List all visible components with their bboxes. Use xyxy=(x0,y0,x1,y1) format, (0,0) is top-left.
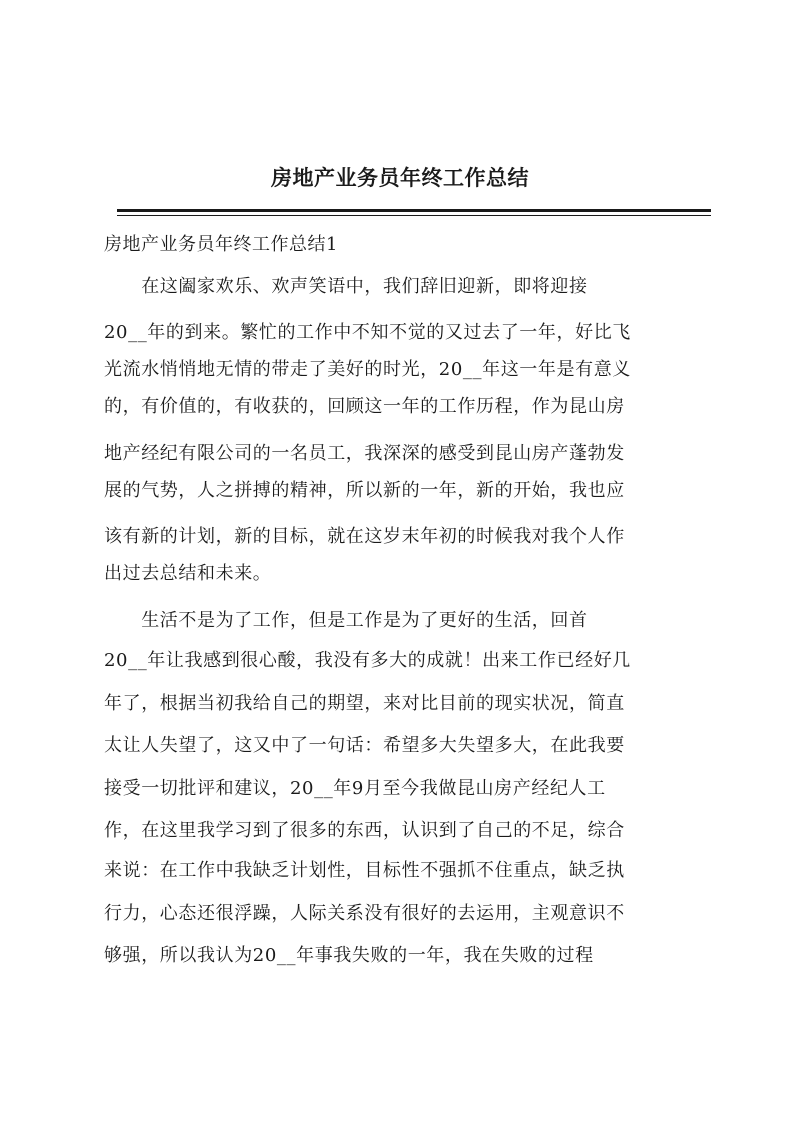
document-title: 房地产业务员年终工作总结 xyxy=(271,165,529,190)
paragraph-line: 该有新的计划，新的目标，就在这岁末年初的时候我对我个人作 xyxy=(104,526,625,547)
paragraph-line: 地产经纪有限公司的一名员工，我深深的感受到昆山房产蓬勃发 xyxy=(104,443,625,464)
paragraph-line: 展的气势，人之拼搏的精神，所以新的一年，新的开始，我也应 xyxy=(104,480,625,501)
paragraph-line: 生活不是为了工作，但是工作是为了更好的生活，回首 xyxy=(104,610,588,631)
title-divider-thick xyxy=(117,209,711,212)
paragraph-line: 出过去总结和未来。 xyxy=(104,563,272,584)
paragraph-line: 的，有价值的，有收获的，回顾这一年的工作历程，作为昆山房 xyxy=(104,396,625,417)
paragraph-line: 年了，根据当初我给自己的期望，来对比目前的现实状况，简直 xyxy=(104,693,625,714)
paragraph-line: 太让人失望了，这又中了一句话：希望多大失望多大，在此我要 xyxy=(104,735,625,756)
paragraph-line: 作，在这里我学习到了很多的东西，认识到了自己的不足，综合 xyxy=(104,820,625,841)
paragraph-line: 光流水悄悄地无情的带走了美好的时光，20__年这一年是有意义 xyxy=(104,359,631,380)
paragraph-line: 20__年让我感到很心酸，我没有多大的成就！出来工作已经好几 xyxy=(104,650,631,671)
section-heading: 房地产业务员年终工作总结1 xyxy=(104,234,338,255)
title-divider-thin xyxy=(117,215,711,216)
paragraph-line: 够强，所以我认为20__年事我失败的一年，我在失败的过程 xyxy=(104,945,594,966)
paragraph-line: 接受一切批评和建议，20__年9月至今我做昆山房产经纪人工 xyxy=(104,778,606,799)
paragraph-line: 来说：在工作中我缺乏计划性，目标性不强抓不住重点，缺乏执 xyxy=(104,860,625,881)
paragraph-line: 20__年的到来。繁忙的工作中不知不觉的又过去了一年，好比飞 xyxy=(104,322,631,343)
paragraph-line: 行力，心态还很浮躁，人际关系没有很好的去运用，主观意识不 xyxy=(104,903,625,924)
paragraph-line: 在这阖家欢乐、欢声笑语中，我们辞旧迎新，即将迎接 xyxy=(104,276,588,297)
